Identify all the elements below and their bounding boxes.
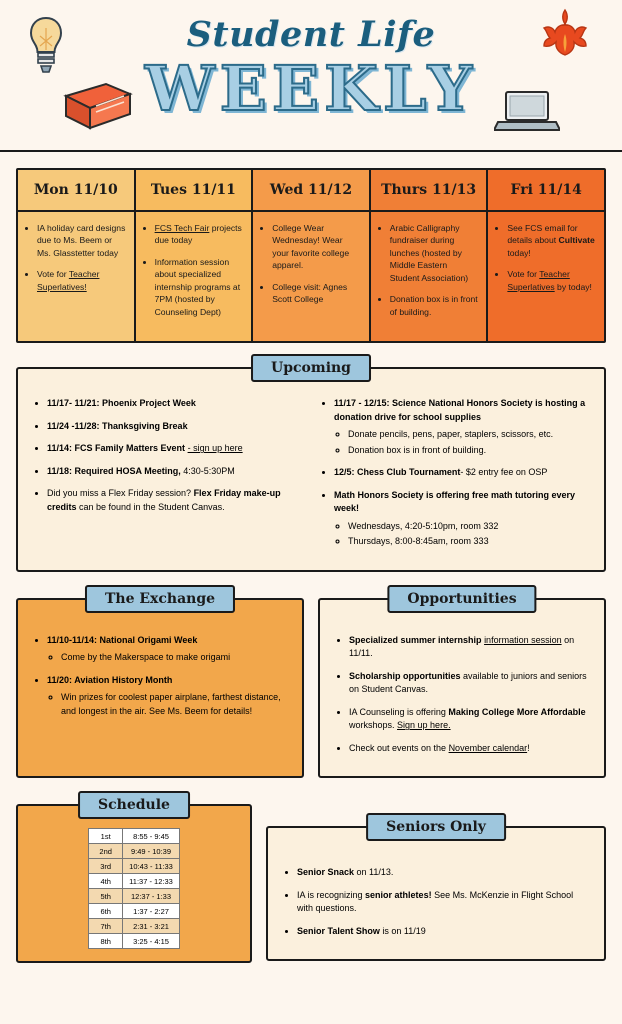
list-item: • Check out events on the November calendar! [349, 742, 590, 756]
list-item: • 12/5: Chess Club Tournament- $2 entry fee on OSP [334, 466, 590, 480]
day-column-thursday [371, 170, 489, 341]
day-content [488, 212, 604, 341]
exchange-section [16, 590, 304, 779]
upcoming-banner: Upcoming [251, 354, 371, 382]
schedule-banner: Schedule [78, 791, 190, 819]
page-title-weekly: WEEKLY [145, 52, 477, 125]
day-content [136, 212, 252, 341]
table-row [89, 889, 180, 904]
sub-item: ◦ Win prizes for coolest paper airplane, farthest distance, and longest in the air. See Ms. Beem for details! [61, 691, 288, 718]
day-content [253, 212, 369, 341]
table-row [89, 919, 180, 934]
day-content [371, 212, 487, 341]
sub-item: ◦ Donation box is in front of building. [348, 444, 590, 458]
table-row [89, 829, 180, 844]
exchange-banner: The Exchange [85, 585, 235, 613]
day-content [18, 212, 134, 341]
day-item: • IA holiday card designs due to Ms. Beem or Ms. Glasstetter today [37, 222, 126, 259]
list-item: • Scholarship opportunities available to juniors and seniors on Student Canvas. [349, 670, 590, 697]
time-cell: 10:43 - 11:33 [123, 859, 180, 874]
period-cell: 8th [89, 934, 123, 949]
time-cell: 3:25 - 4:15 [123, 934, 180, 949]
information-session-link[interactable]: information session [484, 634, 562, 645]
sub-item: ◦ Wednesdays, 4:20-5:10pm, room 332 [348, 520, 590, 534]
table-row [89, 874, 180, 889]
sub-item: ◦ Donate pencils, pens, paper, staplers, scissors, etc. [348, 428, 590, 442]
period-cell: 5th [89, 889, 123, 904]
list-item: • Math Honors Society is offering free math tutoring every week! ◦ Wednesdays, 4:20-5:10pm, room 332 ◦ Thursdays, 8:00-8:45am, room 333 [334, 489, 590, 549]
period-cell: 4th [89, 874, 123, 889]
week-table [16, 168, 606, 343]
day-column-friday [488, 170, 604, 341]
day-item: • College visit: Agnes Scott College [272, 281, 361, 306]
day-item: • College Wear Wednesday! Wear your favorite college apparel. [272, 222, 361, 272]
list-item: • 11/17 - 12/15: Science National Honors Society is hosting a donation drive for school supplies ◦ Donate pencils, pens, paper, staplers, scissors, etc. ◦ Donation box is in front of building. [334, 397, 590, 457]
list-item: • Specialized summer internship information session on 11/11. [349, 634, 590, 661]
list-item: • 11/18: Required HOSA Meeting, 4:30-5:30PM [47, 465, 303, 479]
time-cell: 2:31 - 3:21 [123, 919, 180, 934]
day-item: • See FCS email for details about Cultivate today! [507, 222, 596, 259]
day-column-monday [18, 170, 136, 341]
time-cell: 8:55 - 9:45 [123, 829, 180, 844]
sign-up-here-link[interactable]: Sign up here. [397, 720, 451, 731]
list-item: • 11/17- 11/21: Phoenix Project Week [47, 397, 303, 411]
period-cell: 3rd [89, 859, 123, 874]
page-header [0, 0, 622, 152]
opportunities-banner: Opportunities [387, 585, 536, 613]
list-item: • Senior Snack on 11/13. [297, 866, 590, 880]
time-cell: 9:49 - 10:39 [123, 844, 180, 859]
period-cell: 2nd [89, 844, 123, 859]
list-item: • Senior Talent Show is on 11/19 [297, 925, 590, 939]
table-row [89, 859, 180, 874]
list-item: • 11/20: Aviation History Month ◦ Win prizes for coolest paper airplane, farthest distance, and longest in the air. See Ms. Beem for details! [47, 674, 288, 719]
day-column-wednesday [253, 170, 371, 341]
period-cell: 7th [89, 919, 123, 934]
day-header: Thurs 11/13 [371, 170, 487, 212]
schedule-table [88, 828, 180, 949]
day-header: Fri 11/14 [488, 170, 604, 212]
list-item: • 11/14: FCS Family Matters Event - sign up here [47, 442, 303, 456]
table-row [89, 934, 180, 949]
upcoming-section [16, 360, 606, 572]
time-cell: 1:37 - 2:27 [123, 904, 180, 919]
time-cell: 12:37 - 1:33 [123, 889, 180, 904]
period-cell: 6th [89, 904, 123, 919]
day-header: Tues 11/11 [136, 170, 252, 212]
opportunities-section [318, 590, 606, 779]
teacher-superlatives-link[interactable]: Teacher Superlatives! [37, 269, 100, 292]
table-row [89, 844, 180, 859]
list-item: • 11/24 -11/28: Thanksgiving Break [47, 420, 303, 434]
list-item: • Did you miss a Flex Friday session? Flex Friday make-up credits can be found in the Student Canvas. [47, 487, 303, 514]
day-item: • Vote for Teacher Superlatives by today! [507, 268, 596, 293]
day-item: • Vote for Teacher Superlatives! [37, 268, 126, 293]
schedule-section [16, 797, 252, 963]
day-header: Wed 11/12 [253, 170, 369, 212]
page-title: Student Life [186, 14, 436, 55]
period-cell: 1st [89, 829, 123, 844]
list-item: • 11/10-11/14: National Origami Week ◦ Come by the Makerspace to make origami [47, 634, 288, 665]
seniors-banner: Seniors Only [366, 813, 506, 841]
day-column-tuesday [136, 170, 254, 341]
teacher-superlatives-link[interactable]: Teacher Superlatives [507, 269, 570, 292]
time-cell: 11:37 - 12:33 [123, 874, 180, 889]
sub-item: ◦ Thursdays, 8:00-8:45am, room 333 [348, 535, 590, 549]
day-item: • FCS Tech Fair projects due today [155, 222, 244, 247]
seniors-section [266, 819, 606, 961]
list-item: • IA is recognizing senior athletes! See Ms. McKenzie in Flight School with questions. [297, 889, 590, 916]
upcoming-right-column [319, 397, 590, 558]
sign-up-here-link[interactable]: - sign up here [187, 443, 243, 454]
fcs-tech-fair-link[interactable]: FCS Tech Fair [154, 223, 210, 233]
day-item: • Donation box is in front of building. [390, 293, 479, 318]
sub-item: ◦ Come by the Makerspace to make origami [61, 651, 288, 665]
day-header: Mon 11/10 [18, 170, 134, 212]
cultivate-label: Cultivate [558, 235, 595, 246]
day-item: • Information session about specialized internship programs at 7PM (hosted by Counseling Dept) [155, 256, 244, 318]
day-item: • Arabic Calligraphy fundraiser during lunches (hosted by Middle Eastern Student Association) [390, 222, 479, 284]
table-row [89, 904, 180, 919]
list-item: • IA Counseling is offering Making College More Affordable workshops. Sign up here. [349, 706, 590, 733]
upcoming-left-column [32, 397, 303, 558]
november-calendar-link[interactable]: November calendar [448, 742, 528, 753]
